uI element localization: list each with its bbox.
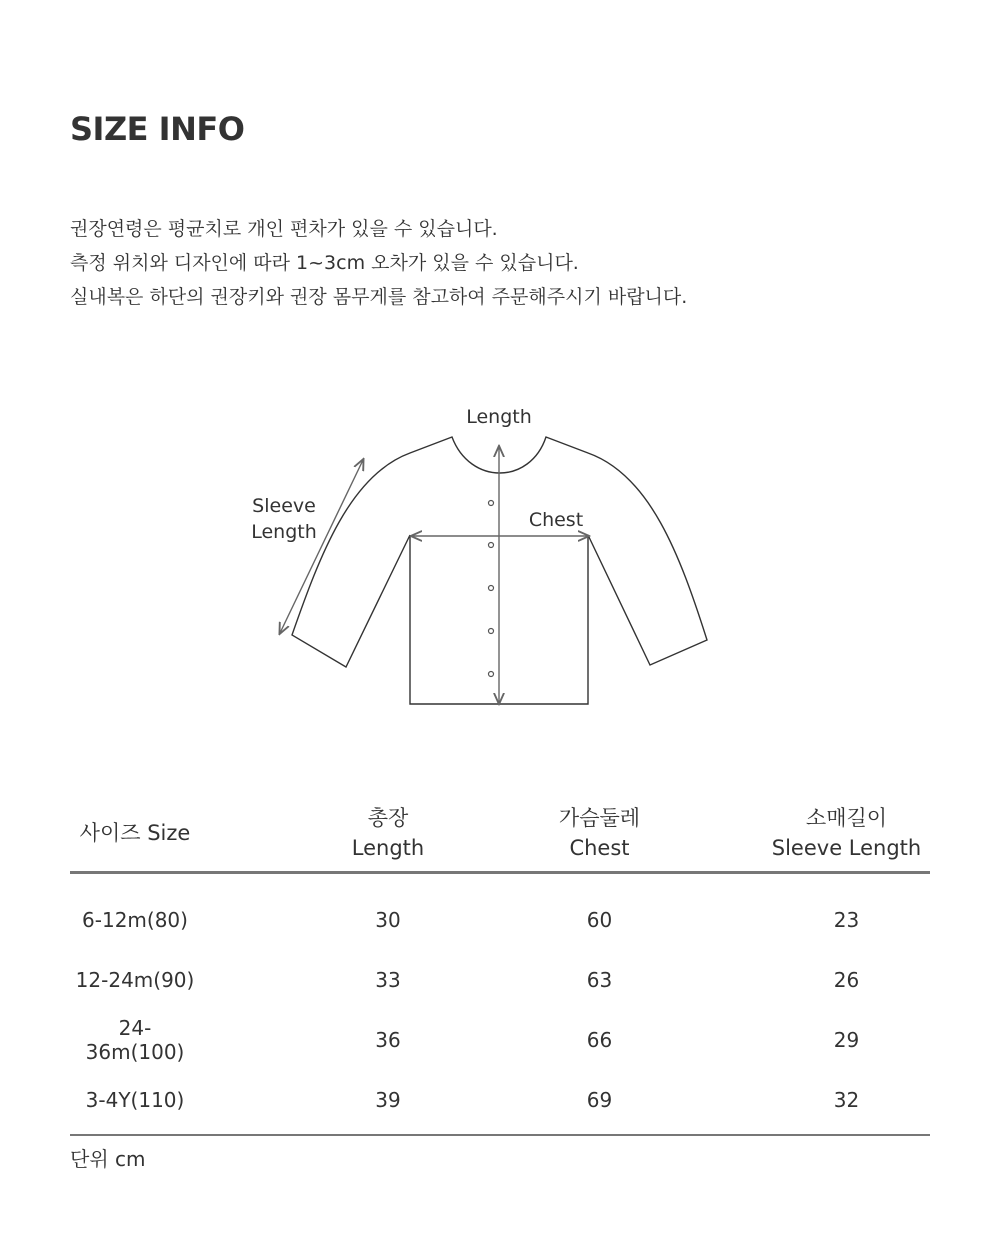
cell-length: 39	[200, 1070, 516, 1135]
cell-chest: 66	[586, 1028, 613, 1052]
cell-sleeve: 23	[833, 908, 860, 932]
cell-size: 12-24m(90)	[75, 968, 195, 992]
header-sleeve: 소매길이 Sleeve Length	[683, 795, 930, 873]
cell-size: 6-12m(80)	[82, 908, 188, 932]
note-tolerance: 측정 위치와 디자인에 따라 1~3cm 오차가 있을 수 있습니다.	[70, 252, 579, 274]
table-row	[70, 950, 930, 1010]
button-row	[489, 501, 494, 677]
cell-chest: 69	[516, 1070, 683, 1135]
size-notes	[70, 212, 687, 314]
unit-note: 단위 cm	[70, 1147, 146, 1171]
table-header-row	[70, 795, 930, 873]
size-table	[70, 795, 930, 1136]
chest-label: Chest	[528, 509, 584, 531]
cell-chest: 63	[586, 968, 613, 992]
cell-length: 33	[375, 968, 401, 992]
sleeve-label-line1: Sleeve	[252, 495, 316, 517]
table-row	[70, 873, 930, 951]
cell-size: 3-4Y(110)	[70, 1070, 200, 1135]
sleeve-label-line2: Length	[251, 521, 317, 543]
sleeve-arrow	[280, 460, 363, 633]
header-length: 총장 Length	[200, 795, 516, 873]
header-size: 사이즈 Size	[70, 795, 200, 873]
cell-size: 24-36m(100)	[85, 1016, 185, 1064]
cell-sleeve: 32	[683, 1070, 930, 1135]
cell-sleeve: 26	[833, 968, 860, 992]
cell-length: 30	[375, 908, 401, 932]
cell-chest: 60	[586, 908, 613, 932]
note-order-guide: 실내복은 하단의 권장키와 권장 몸무게를 참고하여 주문해주시기 바랍니다.	[70, 286, 688, 308]
length-label: Length	[466, 406, 532, 428]
garment-diagram	[0, 395, 1000, 725]
table-row	[70, 1010, 930, 1070]
note-age: 권장연령은 평균치로 개인 편차가 있을 수 있습니다.	[70, 218, 498, 240]
table-row	[70, 1070, 930, 1135]
page-title: SIZE INFO	[70, 110, 245, 148]
cell-length: 36	[375, 1028, 401, 1052]
cell-sleeve: 29	[833, 1028, 860, 1052]
header-chest: 가슴둘레 Chest	[516, 795, 683, 873]
